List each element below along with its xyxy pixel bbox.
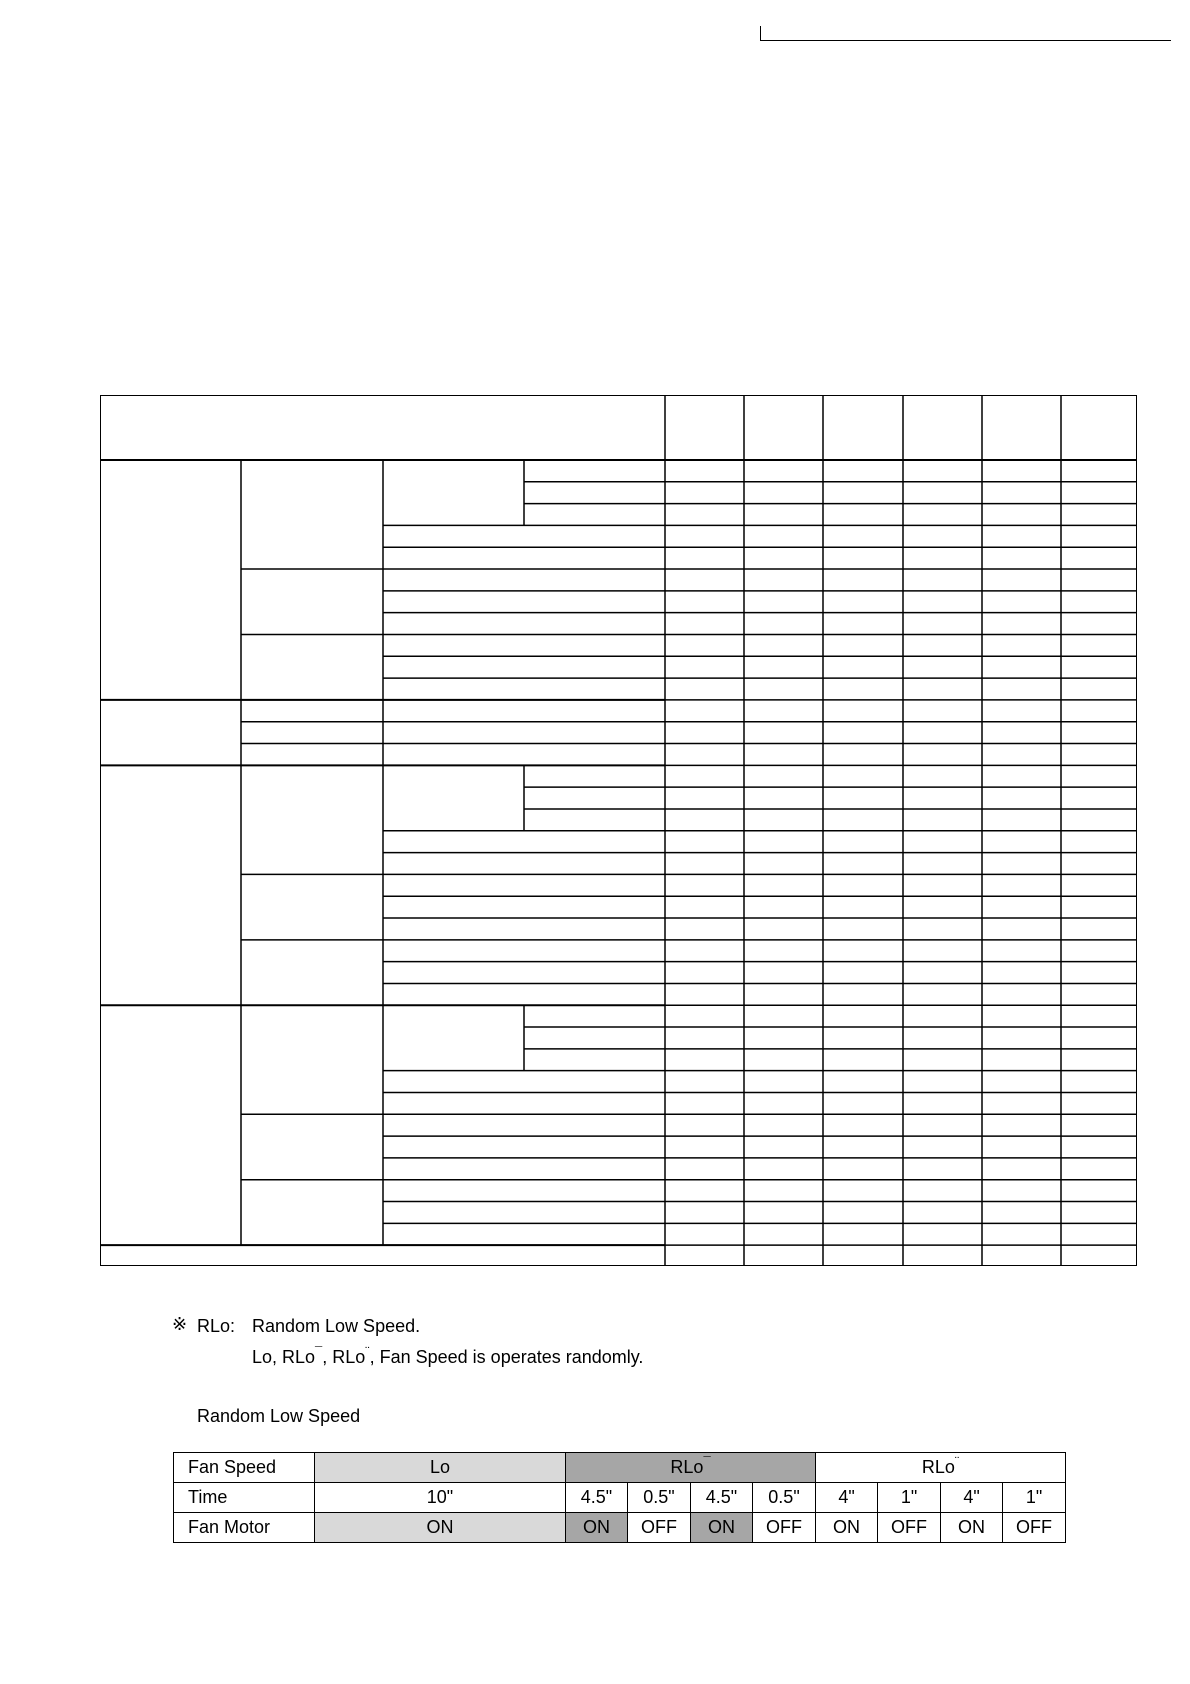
rlo1-time-1: 4.5": [566, 1483, 628, 1513]
rlo1-time-3: 4.5": [691, 1483, 753, 1513]
rlo1-motor-4: OFF: [753, 1513, 816, 1543]
fan-speed-row: [174, 1453, 1066, 1483]
rlo2-time-3: 4": [941, 1483, 1003, 1513]
note-term: RLo:: [197, 1316, 236, 1336]
note-line-2: [252, 1344, 644, 1368]
random-low-speed-table: [173, 1452, 1066, 1543]
overline-mark: ¯: [703, 1454, 711, 1469]
rlo1-motor-2: OFF: [628, 1513, 691, 1543]
rlo2-time-2: 1": [878, 1483, 941, 1513]
double-overline-mark: ¨: [954, 1454, 960, 1469]
rlo1-header: RLo¯: [566, 1453, 816, 1483]
time-row: [174, 1483, 1066, 1513]
note-rest-text: , Fan Speed is operates randomly.: [369, 1347, 644, 1367]
rlo2-time-4: 1": [1003, 1483, 1066, 1513]
rlo1-time-2: 0.5": [628, 1483, 691, 1513]
reference-mark: ※: [172, 1314, 188, 1334]
lo-header: Lo: [315, 1453, 566, 1483]
fan-speed-label: Fan Speed: [174, 1453, 315, 1483]
lo-motor: ON: [315, 1513, 566, 1543]
lo-time: 10": [315, 1483, 566, 1513]
rlo2-motor-2: OFF: [878, 1513, 941, 1543]
fan-motor-row: [174, 1513, 1066, 1543]
rlo1-motor-3: ON: [691, 1513, 753, 1543]
time-label: Time: [174, 1483, 315, 1513]
random-low-speed-title: Random Low Speed: [197, 1406, 361, 1426]
double-overline-mark: ¨: [365, 1344, 370, 1359]
fan-motor-label: Fan Motor: [174, 1513, 315, 1543]
note-definition: Random Low Speed.: [252, 1316, 421, 1336]
empty-specification-grid: [100, 395, 1137, 1266]
rlo2-header: RLo¨: [816, 1453, 1066, 1483]
overline-mark: ¯: [315, 1344, 323, 1359]
rlo2-motor-1: ON: [816, 1513, 878, 1543]
header-rule: [760, 26, 1171, 41]
rlo2-motor-3: ON: [941, 1513, 1003, 1543]
rlo1-time-4: 0.5": [753, 1483, 816, 1513]
rlo1-motor-1: ON: [566, 1513, 628, 1543]
note-lo-text: Lo, RLo: [252, 1347, 316, 1367]
rlo2-motor-4: OFF: [1003, 1513, 1066, 1543]
note-sep-text: , RLo: [322, 1347, 366, 1367]
rlo2-time-1: 4": [816, 1483, 878, 1513]
